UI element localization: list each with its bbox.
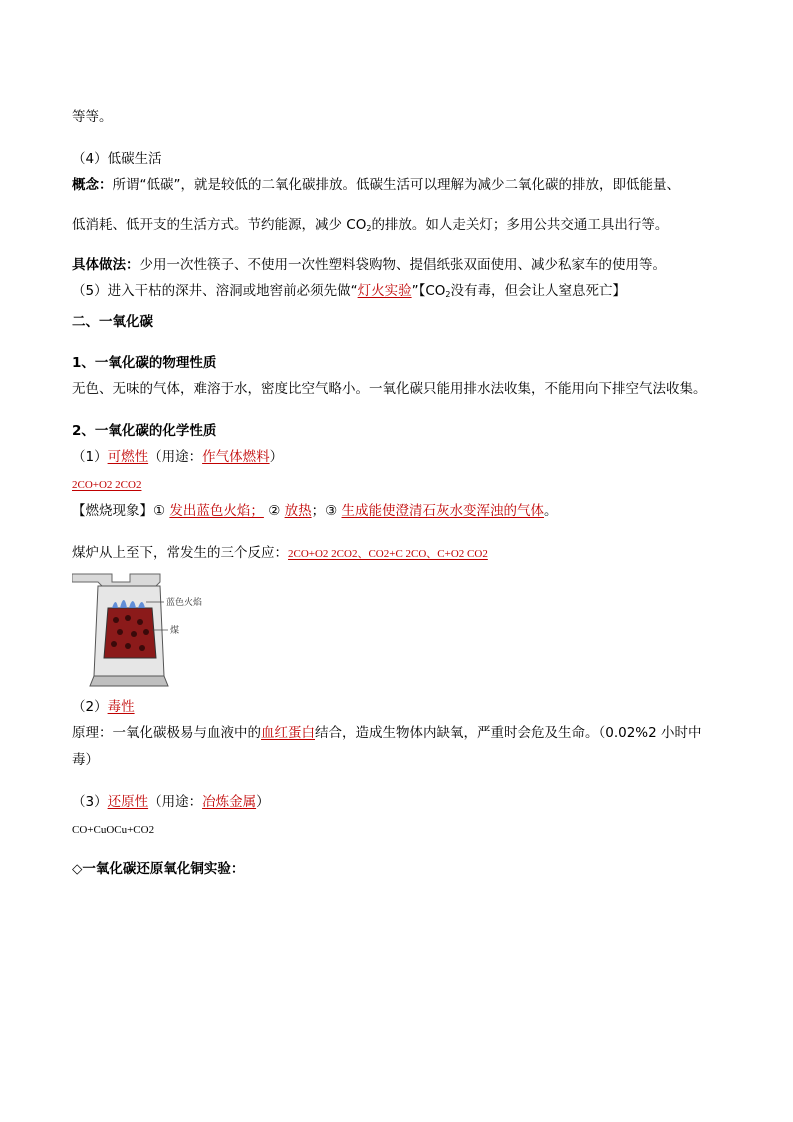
highlight: 放热	[284, 503, 312, 519]
text: （5）进入干枯的深井、溶洞或地窖前必须先做“	[72, 283, 358, 299]
highlight: 还原性	[107, 794, 149, 810]
heading-physical: 1、一氧化碳的物理性质	[72, 355, 217, 371]
concept-label: 概念：	[72, 177, 113, 193]
highlight: 血红蛋白	[261, 725, 315, 741]
text: 。	[544, 503, 558, 519]
equation: 2CO+O2 2CO2、CO2+C 2CO、C+O2 CO2	[288, 548, 488, 560]
text: 【燃烧现象】①	[72, 503, 166, 519]
equation: 2CO+O2 2CO2	[72, 479, 142, 491]
equation-1	[72, 475, 141, 494]
text: ；③	[311, 503, 338, 519]
highlight: 作气体燃料	[202, 449, 270, 465]
concept-text: 低消耗、低开支的生活方式。节约能源，减少 CO	[72, 217, 367, 233]
text: （1）	[72, 449, 108, 465]
text: （3）	[72, 794, 108, 810]
highlight: 可燃性	[107, 449, 149, 465]
text-line: 等等。	[72, 109, 113, 125]
section-title: （4）低碳生活	[72, 151, 162, 167]
burn-phenomenon-line	[72, 502, 558, 520]
highlight: 发出蓝色火焰；	[169, 503, 264, 519]
text: （用途：	[148, 449, 203, 465]
text: 煤炉从上至下，常发生的三个反应：	[72, 545, 288, 561]
toxicity-principle-cont: 毒）	[72, 752, 99, 768]
text: （用途：	[148, 794, 203, 810]
highlight: 毒性	[107, 699, 135, 715]
practice-text: 少用一次性筷子、不使用一次性塑料袋购物、提倡纸张双面使用、减少私家车的使用等。	[139, 257, 666, 273]
label-blue-flame: 蓝色火焰	[166, 598, 203, 608]
text: 没有毒，但会让人窒息死亡】	[450, 283, 626, 299]
practice-label: 具体做法：	[72, 257, 140, 273]
highlight: 灯火实验	[357, 283, 412, 299]
toxicity-principle-line	[72, 724, 702, 742]
text: （2）	[72, 699, 108, 715]
subscript: 2	[445, 290, 451, 299]
stove-figure	[72, 568, 212, 690]
text: 结合，造成生物体内缺氧，严重时会危及生命。（0.02%2 小时中	[315, 725, 702, 741]
stove-line	[72, 544, 488, 563]
physical-text: 无色、无味的气体，难溶于水，密度比空气略小。一氧化碳只能用排水法收集，不能用向下排空气法收集。	[72, 381, 707, 397]
concept-line-2	[72, 216, 668, 238]
practice-line	[72, 256, 666, 274]
heading-chemical: 2、一氧化碳的化学性质	[72, 423, 217, 439]
equation-3	[72, 820, 154, 839]
reducibility-line	[72, 793, 270, 811]
label-coal: 煤	[170, 626, 180, 636]
heading-co: 二、一氧化碳	[72, 314, 153, 330]
concept-text: 所谓“低碳”，就是较低的二氧化碳排放。低碳生活可以理解为减少二氧化碳的排放，即低能量、	[112, 177, 680, 193]
text: ）	[269, 449, 284, 465]
highlight: 冶炼金属	[202, 794, 257, 810]
subscript: 2	[366, 224, 372, 233]
concept-line-1	[72, 176, 680, 194]
text: ）	[256, 794, 270, 810]
experiment-title: ◇一氧化碳还原氧化铜实验：	[72, 861, 245, 877]
text: 原理：一氧化碳极易与血液中的	[72, 725, 261, 741]
concept-text: 的排放。如人走关灯；多用公共交通工具出行等。	[371, 217, 669, 233]
equation: CO+CuOCu+CO2	[72, 824, 155, 836]
highlight: 生成能使澄清石灰水变浑浊的气体	[341, 503, 545, 519]
section-5-line	[72, 282, 626, 304]
text: ”【CO	[411, 283, 446, 299]
text: ②	[268, 503, 281, 519]
combustibility-line	[72, 448, 283, 466]
toxicity-line	[72, 698, 135, 716]
